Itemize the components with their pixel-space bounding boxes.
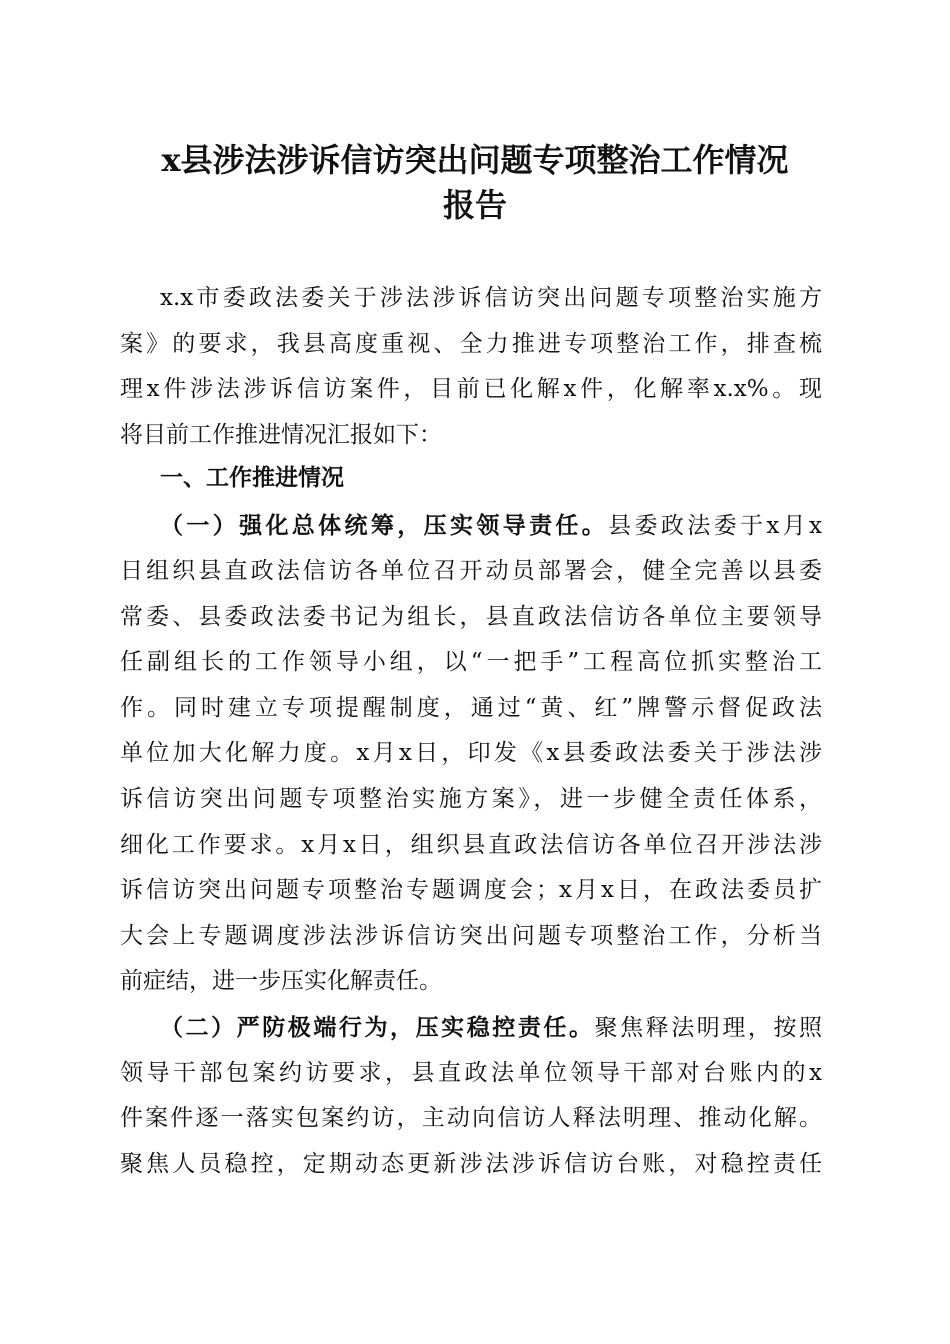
section-heading: 一、工作推进情况	[160, 465, 344, 492]
para1-line: 单位加大化解力度。x月x日，印发《x县委政法委关于涉法涉	[120, 740, 822, 767]
para1-line: 作。同时建立专项提醒制度，通过“黄、红”牌警示督促政法	[120, 694, 822, 721]
document-title-line-1: x县涉法涉诉信访突出问题专项整治工作情况	[161, 141, 789, 179]
intro-line: x.x市委政法委关于涉法涉诉信访突出问题专项整治实施方	[160, 285, 822, 311]
para2-first-rest: 聚焦释法明理，按照	[594, 1014, 823, 1041]
document-title-line-2: 报告	[442, 186, 507, 224]
para1-line: 常委、县委政法委书记为组长，县直政法信访各单位主要领导	[120, 603, 822, 630]
intro-line: 理x件涉法涉诉信访案件，目前已化解x件，化解率x.x%。现	[120, 376, 822, 403]
para1-line: 前症结，进一步压实化解责任。	[120, 968, 442, 995]
para1-line: 诉信访突出问题专项整治专题调度会；x月x日，在政法委员扩	[120, 877, 822, 904]
para2-line: 件案件逐一落实包案约访，主动向信访人释法明理、推动化解。	[120, 1105, 822, 1132]
intro-line: 案》的要求，我县高度重视、全力推进专项整治工作，排查梳	[120, 330, 822, 357]
para1-line: 日组织县直政法信访各单位召开动员部署会，健全完善以县委	[120, 557, 822, 584]
document-body	[120, 276, 822, 1187]
para1-line: 大会上专题调度涉法涉诉信访突出问题专项整治工作，分析当	[120, 922, 822, 949]
para2-line: 聚焦人员稳控，定期动态更新涉法涉诉信访台账，对稳控责任	[120, 1150, 822, 1177]
para1-line: 任副组长的工作领导小组，以“一把手”工程高位抓实整治工	[120, 649, 822, 676]
para1-line: 细化工作要求。x月x日，组织县直政法信访各单位召开涉法涉	[120, 831, 822, 858]
para2-line: 领导干部包案约访要求，县直政法单位领导干部对台账内的x	[120, 1059, 822, 1086]
para2-first-line	[120, 1005, 822, 1051]
para1-line: 诉信访突出问题专项整治实施方案》，进一步健全责任体系，	[120, 785, 822, 812]
para1-lead: （一）强化总体统筹，压实领导责任。	[160, 512, 609, 540]
para1-first-rest: 县委政法委于x月x	[608, 513, 822, 540]
para2-lead: （二）严防极端行为，压实稳控责任。	[160, 1013, 595, 1041]
intro-line: 将目前工作推进情况汇报如下：	[120, 421, 442, 448]
para1-first-line	[120, 503, 822, 549]
